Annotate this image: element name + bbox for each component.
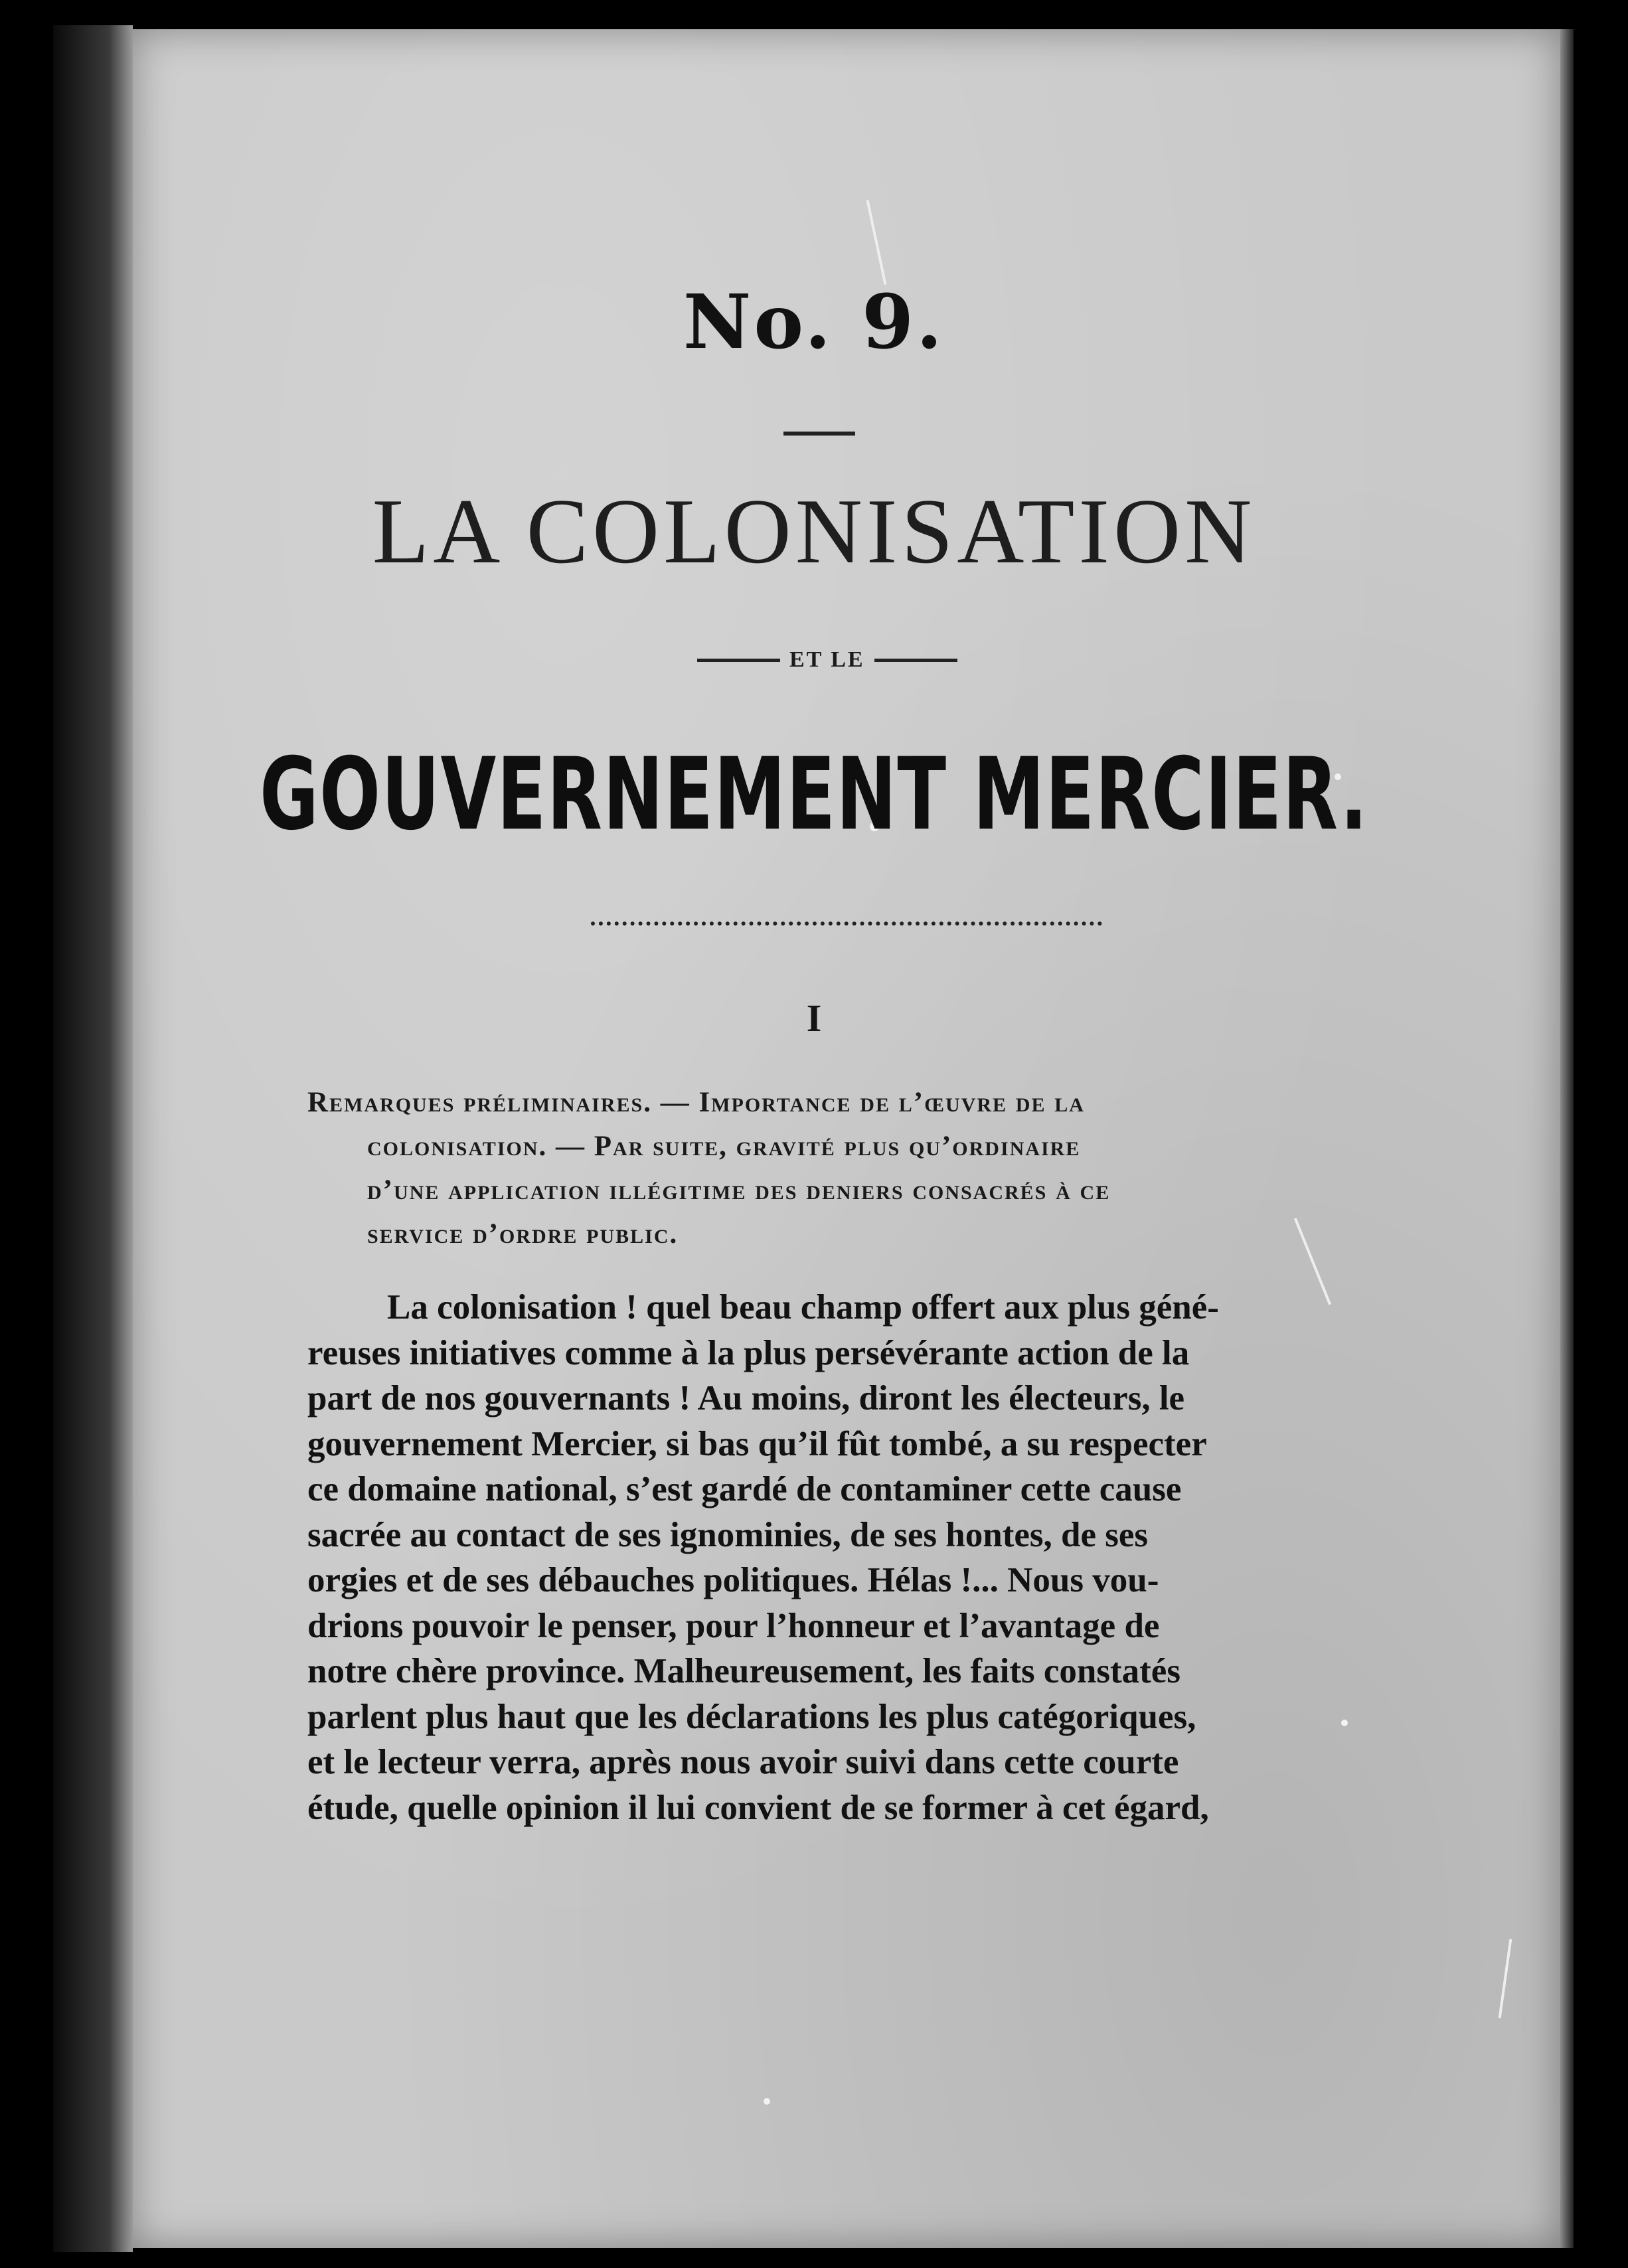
connector-line — [697, 647, 957, 673]
summary-line: d’une application illégitime des deniers consacrés à ce — [367, 1174, 1111, 1206]
subtitle: GOUVERNEMENT MERCIER. — [260, 737, 1368, 852]
body-line: étude, quelle opinion il lui convient de se former à cet égard, — [307, 1788, 1209, 1827]
summary-line: Remarques préliminaires. — Importance de l’œuvre de la — [307, 1087, 1085, 1118]
body-line: drions pouvoir le penser, pour l’honneur et l’avantage de — [307, 1606, 1160, 1645]
section-summary — [307, 1081, 1376, 1256]
body-line: notre chère province. Malheureusement, les faits constatés — [307, 1652, 1180, 1690]
body-line: part de nos gouvernants ! Au moins, diront les électeurs, le — [307, 1379, 1185, 1418]
body-line: gouvernement Mercier, si bas qu’il fût tombé, a su respecter — [307, 1424, 1207, 1463]
body-line: ce domaine national, s’est gardé de contaminer cette cause — [307, 1470, 1182, 1508]
body-line: parlent plus haut que les déclarations les plus catégoriques, — [307, 1697, 1196, 1736]
body-line: orgies et de ses débauches politiques. Hélas !... Nous vou- — [307, 1561, 1159, 1599]
summary-line: service d’ordre public. — [367, 1218, 679, 1250]
body-line: reuses initiatives comme à la plus persévérante action de la — [307, 1333, 1190, 1372]
body-line: La colonisation ! quel beau champ offert aux plus géné- — [387, 1288, 1219, 1327]
connector-dash-left — [697, 659, 780, 662]
dotted-rule — [591, 922, 1102, 926]
scan-speck — [764, 2098, 770, 2105]
issue-number: No. 9. — [683, 279, 945, 366]
body-line: sacrée au contact de ses ignominies, de ses hontes, de ses — [307, 1515, 1149, 1554]
main-title: LA COLONISATION — [372, 480, 1256, 583]
short-rule — [783, 432, 855, 436]
connector-dash-right — [874, 659, 957, 662]
section-numeral: I — [806, 997, 822, 1040]
body-line: et le lecteur verra, après nous avoir suivi dans cette courte — [307, 1743, 1179, 1781]
connector-text: ET LE — [789, 647, 865, 672]
body-paragraph — [307, 1285, 1383, 1830]
summary-line: colonisation. — Par suite, gravité plus qu’ordinaire — [367, 1131, 1081, 1162]
